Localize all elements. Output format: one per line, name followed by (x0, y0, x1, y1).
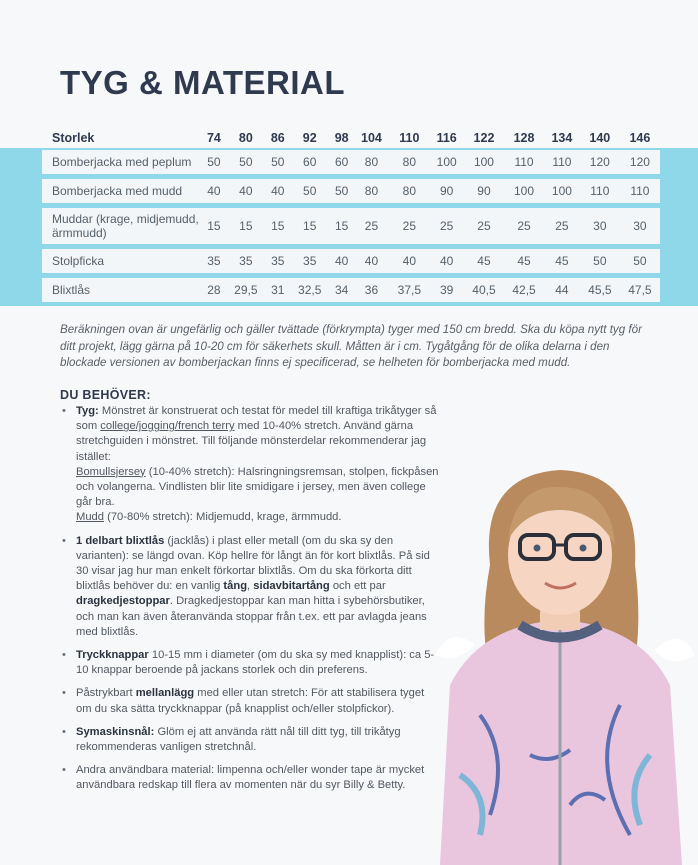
item-text: , (247, 580, 254, 593)
table-cell: 110 (504, 150, 544, 174)
table-cell: 60 (290, 150, 330, 174)
list-item-tryckknappar (60, 648, 440, 678)
table-cell: 50 (580, 249, 620, 273)
table-cell: 40 (429, 249, 464, 273)
table-cell: 37,5 (389, 278, 429, 302)
table-cell: 15 (202, 208, 226, 244)
table-cell: 47,5 (620, 278, 660, 302)
child-photo (420, 455, 698, 865)
table-cell: 25 (464, 208, 504, 244)
table-row (42, 208, 660, 244)
table-cell: 50 (330, 179, 354, 203)
table-row (42, 249, 660, 273)
size-header: 86 (270, 131, 285, 145)
table-cell: 110 (620, 179, 660, 203)
item-bold: Tyg: (76, 405, 99, 417)
item-underlined: college/jogging/french terry (100, 420, 235, 433)
table-cell: 40 (389, 249, 429, 273)
table-cell: 80 (354, 179, 390, 203)
table-cell: 25 (504, 208, 544, 244)
table-cell: 45 (544, 249, 580, 273)
item-text: med 10-40% stretch. Använd gärna stretchguiden i mönstret. Till följande mönsterdelar rekommenderar jag istället: (76, 420, 427, 463)
item-text: . Dragkedjestoppar kan man hitta i sybehörsbutiker, och man kan även återanvända stoppar från t.ex. ett par avlagda jeans med blixtlås. (76, 595, 427, 638)
size-header: 104 (361, 131, 382, 145)
item-bold: Tryckknappar (76, 649, 149, 662)
table-cell: 80 (389, 179, 429, 203)
table-cell: 40 (266, 179, 290, 203)
table-cell: 15 (290, 208, 330, 244)
item-text: med eller utan stretch: För att stabilisera tyget om du ska sätta tryckknappar (på knapplist och/eller stolpfickor). (76, 687, 425, 715)
table-cell: 29,5 (226, 278, 266, 302)
table-cell: 50 (202, 150, 226, 174)
table-cell: 45,5 (580, 278, 620, 302)
table-cell: 50 (620, 249, 660, 273)
item-bold: 1 delbart blixtlås (76, 534, 165, 547)
size-header: 146 (629, 131, 651, 145)
item-text: (70-80% stretch): Midjemudd, krage, ärmmudd. (104, 511, 342, 524)
size-header: 74 (206, 131, 221, 145)
size-header: 98 (334, 131, 349, 145)
table-cell: 120 (580, 150, 620, 174)
table-cell: 40 (202, 179, 226, 203)
table-cell: 25 (544, 208, 580, 244)
row-label: Bomberjacka med peplum (42, 150, 202, 174)
table-cell: 90 (429, 179, 464, 203)
table-cell: 40 (330, 249, 354, 273)
size-header: 134 (551, 131, 573, 145)
item-text: Glöm ej att använda rätt nål till ditt tyg, till trikåtyg rekommenderas vanligen stretchnål. (76, 725, 401, 754)
table-cell: 50 (266, 150, 290, 174)
item-text: (10-40% stretch): Halsringningsremsan, stolpen, fickpåsen och volangerna. Vindlisten blir lite smidigare i jersey, men även college går bra. (76, 465, 439, 509)
size-header: 140 (589, 131, 611, 145)
table-cell: 36 (354, 278, 390, 302)
table-cell: 35 (290, 249, 330, 273)
item-text: och ett par (329, 580, 386, 593)
list-item-tyg (60, 404, 440, 526)
item-text: Mönstret är konstruerat och testat för medel till kraftiga trikåtyger så som (76, 405, 437, 433)
needs-heading: DU BEHÖVER: (60, 388, 151, 402)
item-underlined: Bomullsjersey (76, 465, 146, 478)
table-cell: 120 (620, 150, 660, 174)
table-cell: 80 (354, 150, 390, 174)
item-bold: tång (223, 580, 248, 593)
size-header: 128 (513, 131, 535, 145)
item-bold: Symaskinsnål: (76, 725, 155, 738)
table-cell: 40,5 (464, 278, 504, 302)
item-text: Andra användbara material: limpenna och/eller wonder tape är mycket användbara redskap till flera av momenten när du syr Billy & Betty. (76, 764, 425, 792)
table-cell: 80 (389, 150, 429, 174)
list-item-andra (60, 763, 440, 793)
table-cell: 90 (464, 179, 504, 203)
table-row (42, 179, 660, 203)
fabric-table (42, 124, 660, 307)
table-cell: 45 (504, 249, 544, 273)
table-cell: 45 (464, 249, 504, 273)
table-cell: 15 (330, 208, 354, 244)
table-cell: 30 (620, 208, 660, 244)
table-cell: 44 (544, 278, 580, 302)
row-label: Stolpficka (42, 249, 202, 273)
list-item-blixtlas (60, 534, 440, 640)
fabric-note: Beräkningen ovan är ungefärlig och gäller tvättade (förkrympta) tyger med 150 cm bredd. Ska du köpa nytt tyg för ditt projekt, lägg gärna på 10-20 cm för säkerhets skull. Måtten är i cm. Tygåtgång för de olika delarna i den blockade versionen av bomberjackan finns ej specificerad, se helheten för bomberjacka med mudd. (60, 323, 642, 369)
item-bold: dragkedjestoppar (76, 595, 170, 608)
table-cell: 35 (202, 249, 226, 273)
table-cell: 40 (226, 179, 266, 203)
row-label: Muddar (krage, midjemudd, ärmmudd) (42, 208, 202, 244)
size-header: 122 (473, 131, 495, 145)
table-cell: 110 (544, 150, 580, 174)
table-cell: 15 (266, 208, 290, 244)
table-cell: 100 (504, 179, 544, 203)
table-cell: 35 (266, 249, 290, 273)
table-cell: 35 (226, 249, 266, 273)
table-cell: 40 (354, 249, 390, 273)
table-cell: 39 (429, 278, 464, 302)
table-cell: 50 (290, 179, 330, 203)
table-cell: 110 (580, 179, 620, 203)
needs-list (60, 404, 440, 802)
row-label: Bomberjacka med mudd (42, 179, 202, 203)
size-header: 80 (238, 131, 253, 145)
size-header: 110 (399, 131, 420, 145)
table-row (42, 150, 660, 174)
item-text: 10-15 mm i diameter (om du ska sy med knapplist): ca 5-10 knappar beroende på jackans storlek och din preferens. (76, 649, 435, 677)
table-cell: 100 (429, 150, 464, 174)
table-cell: 100 (464, 150, 504, 174)
item-text: (jacklås) i plast eller metall (om du ska sy den varianten): se längd ovan. Köp hellre för långt än för kort blixtlås. På sid 30 visar jag hur man enkelt förkortar blixtlås. Om du ska förkorta ditt blixtlås behöver du: en vanlig (76, 534, 430, 593)
row-label: Blixtlås (42, 278, 202, 302)
table-cell: 25 (429, 208, 464, 244)
size-header: 92 (302, 131, 317, 145)
table-cell: 15 (226, 208, 266, 244)
size-header-label: Storlek (52, 131, 95, 145)
list-item-symaskinsnal (60, 725, 440, 755)
table-row (42, 278, 660, 302)
table-cell: 31 (266, 278, 290, 302)
item-bold: sidavbitartång (253, 580, 330, 593)
size-header: 116 (436, 131, 457, 145)
table-cell: 28 (202, 278, 226, 302)
list-item-mellanlagg (60, 686, 440, 716)
table-cell: 25 (354, 208, 390, 244)
page-title: TYG & MATERIAL (60, 64, 346, 101)
table-cell: 100 (544, 179, 580, 203)
table-cell: 32,5 (290, 278, 330, 302)
table-cell: 34 (330, 278, 354, 302)
table-cell: 60 (330, 150, 354, 174)
size-header-row (42, 129, 660, 145)
table-cell: 50 (226, 150, 266, 174)
item-text: Påstrykbart (76, 687, 136, 700)
table-cell: 25 (389, 208, 429, 244)
table-cell: 30 (580, 208, 620, 244)
item-underlined: Mudd (76, 511, 104, 524)
item-bold: mellanlägg (135, 687, 195, 700)
table-cell: 42,5 (504, 278, 544, 302)
